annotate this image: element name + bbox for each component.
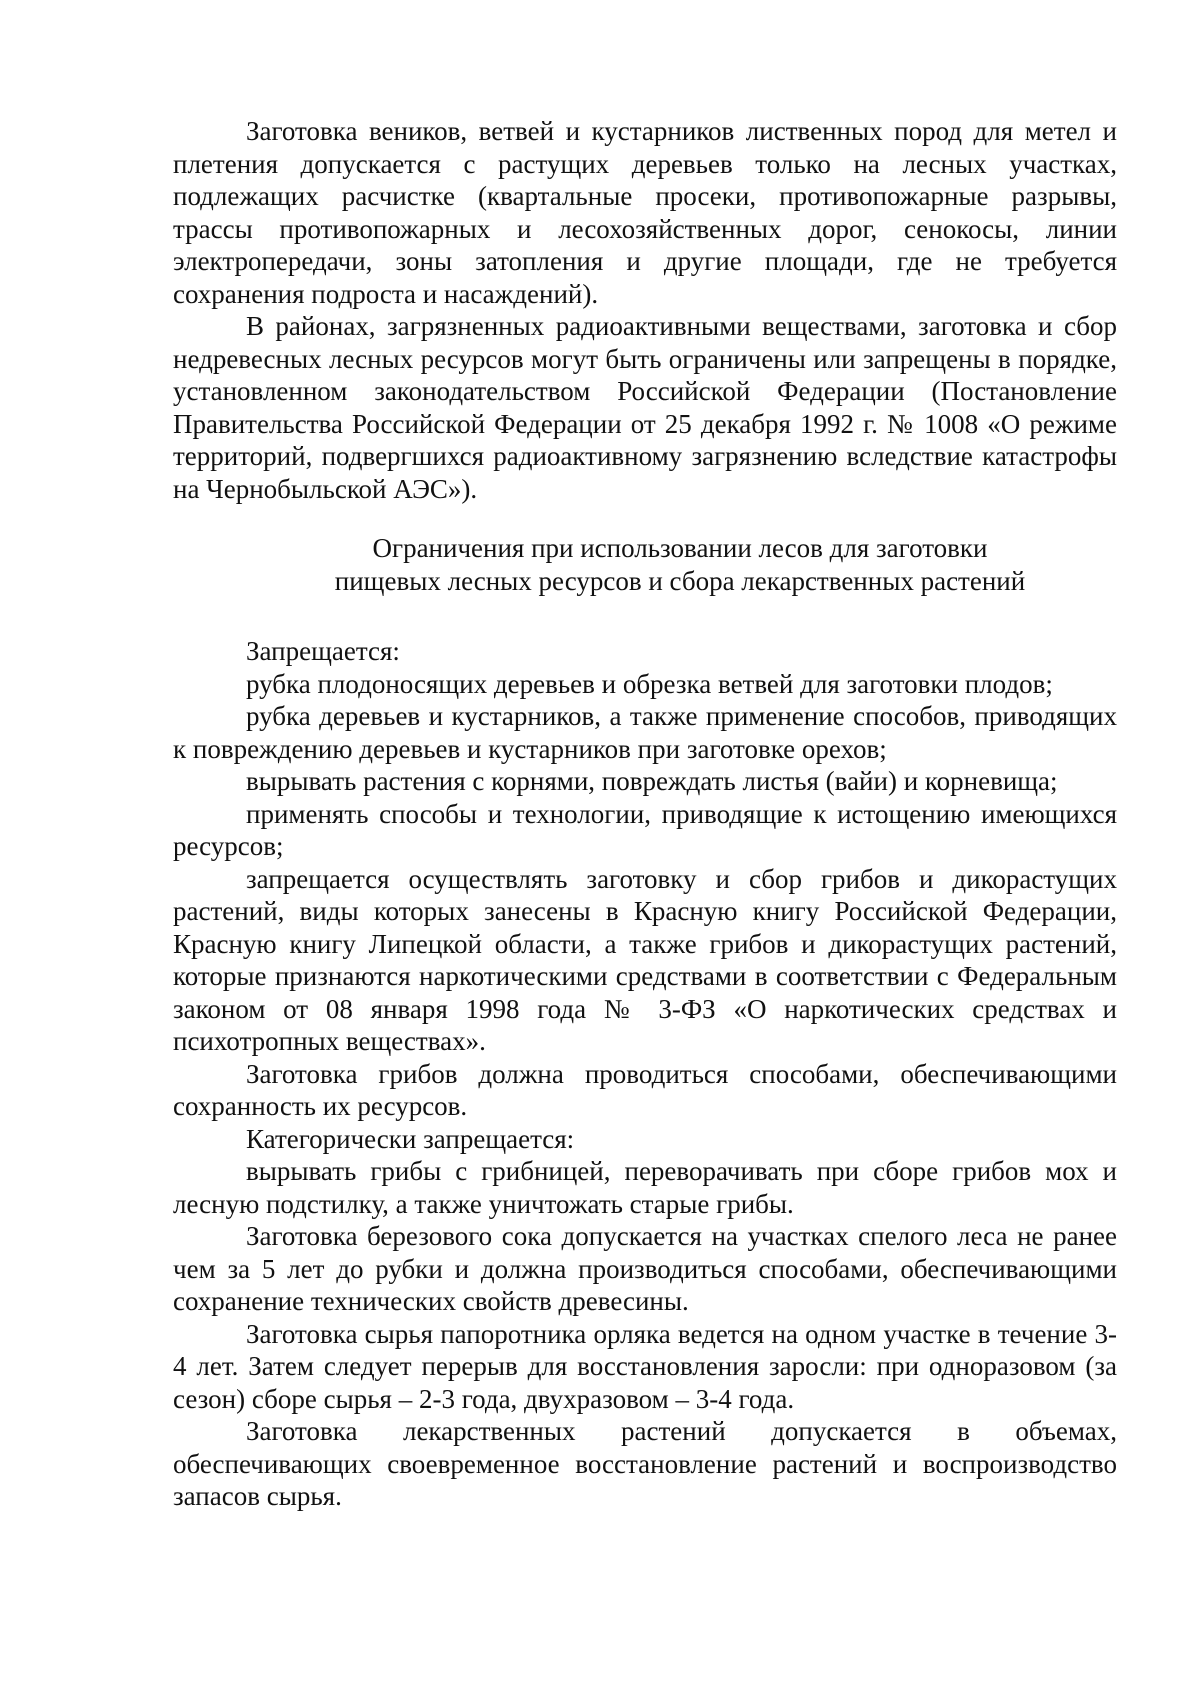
paragraph-mushroom-methods: Заготовка грибов должна проводиться способами, обеспечивающими сохранность их ресурсов. [173,1058,1117,1121]
paragraph-birch-sap: Заготовка березового сока допускается на участках спелого леса не ранее чем за 5 лет до рубки и должна производиться способами, обеспечивающими сохранение технических свойств древесины. [173,1221,1117,1316]
paragraph-bracken-fern: Заготовка сырья папоротника орляка ведется на одном участке в течение 3-4 лет. Затем следует перерыв для восстановления заросли: при одноразовом (за сезон) сборе сырья – 2-3 года, двухразовом – 3-4 года. [173,1318,1117,1414]
paragraph-radioactive-areas: В районах, загрязненных радиоактивными веществами, заготовка и сбор недревесных лесных ресурсов могут быть ограничены или запрещены в порядке, установленном законодательством Российской Федерации (Постановление Правительства Российской Федерации от 25 декабря 1992 г. № 1008 «О режиме территорий, подвергшихся радиоактивному загрязнению вследствие катастрофы на Чернобыльской АЭС»). [173,311,1117,504]
paragraph-red-book: запрещается осуществлять заготовку и сбор грибов и дикорастущих растений, виды которых занесены в Красную книгу Российской Федерации, Красную книгу Липецкой области, а также грибов и дикорастущих растений, которые признаются наркотическими средствами в соответствии с Федеральным законом от 08 января 1998 года № 3-ФЗ «О наркотических средствах и психотропных веществах». [173,863,1117,1056]
paragraph-brooms-harvesting: Заготовка веников, ветвей и кустарников лиственных пород для метел и плетения допускается с растущих деревьев только на лесных участках, подлежащих расчистке (квартальные просеки, противопожарные разрывы, трассы противопожарных и лесохозяйственных дорог, сенокосы, линии электропередачи, зоны затопления и другие площади, где не требуется сохранения подроста и насаждений). [173,116,1117,309]
paragraph-roots: вырывать растения с корнями, повреждать листья (вайи) и корневища; [246,766,1058,796]
paragraph-depletion: применять способы и технологии, приводящие к истощению имеющихся ресурсов; [173,798,1117,861]
paragraph-strictly-prohibited: Категорически запрещается: [246,1123,575,1154]
paragraph-mycelium: вырывать грибы с грибницей, переворачивать при сборе грибов мох и лесную подстилку, а также уничтожать старые грибы. [173,1156,1117,1219]
section-heading [173,532,1117,597]
section-heading-line-2: пищевых лесных ресурсов и сбора лекарственных растений [334,565,1026,596]
paragraph-prohibited: Запрещается: [246,636,400,666]
section-heading-line-1: Ограничения при использовании лесов для заготовки [372,533,988,563]
paragraph-medicinal-plants: Заготовка лекарственных растений допускается в объемах, обеспечивающих своевременное восстановление растений и воспроизводство запасов сырья. [173,1416,1117,1511]
paragraph-nuts-harvesting: рубка деревьев и кустарников, а также применение способов, приводящих к повреждению деревьев и кустарников при заготовке орехов; [173,701,1117,764]
paragraph-fruit-trees: рубка плодоносящих деревьев и обрезка ветвей для заготовки плодов; [246,668,1053,699]
document-page [173,115,1117,1513]
